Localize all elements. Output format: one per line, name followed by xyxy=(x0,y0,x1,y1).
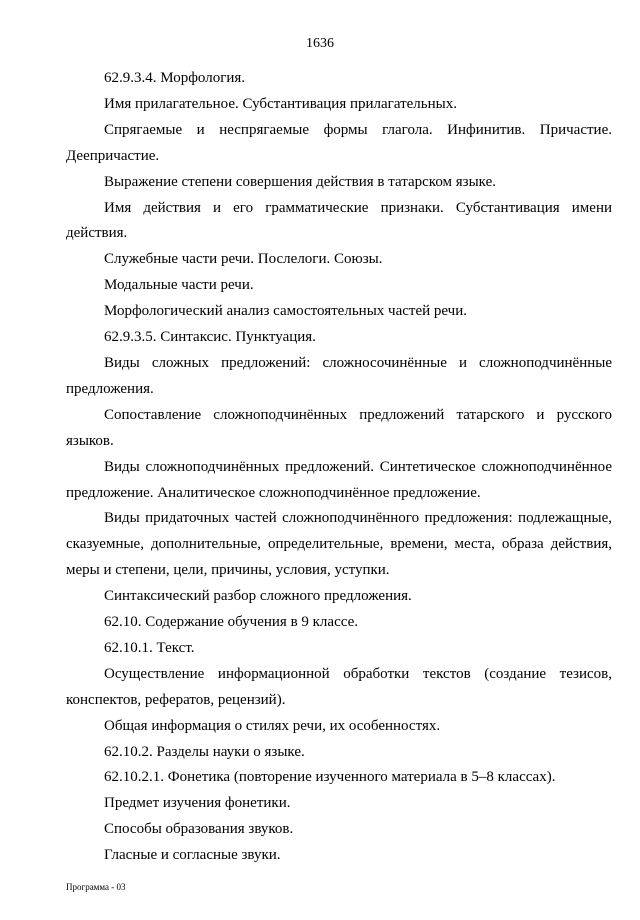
paragraph: 62.10.2. Разделы науки о языке. xyxy=(104,743,305,760)
paragraph: Гласные и согласные звуки. xyxy=(104,847,281,864)
paragraph: 62.9.3.5. Синтаксис. Пунктуация. xyxy=(104,329,316,346)
paragraph: 62.9.3.4. Морфология. xyxy=(104,70,246,86)
paragraph: Осуществление информационной обработки текстов (создание тезисов, конспектов, рефератов, рецензий). xyxy=(66,665,612,708)
paragraph: 62.10.1. Текст. xyxy=(104,639,195,656)
footer-label: Программа - 03 xyxy=(66,882,126,892)
paragraph: Имя прилагательное. Субстантивация прилагательных. xyxy=(104,95,457,112)
paragraph: Способы образования звуков. xyxy=(104,821,294,838)
paragraph: Выражение степени совершения действия в татарском языке. xyxy=(104,173,496,190)
paragraph: Виды придаточных частей сложноподчинённого предложения: подлежащные, сказуемные, дополнительные, определительные, времени, места, образа действия, меры и степени, цели, причины, условия, уступки. xyxy=(66,510,612,579)
paragraph: Виды сложных предложений: сложносочинённые и сложноподчинённые предложения. xyxy=(66,354,612,397)
page-number: 1636 xyxy=(306,36,334,51)
paragraph: Общая информация о стилях речи, их особенностях. xyxy=(104,717,441,734)
paragraph: Служебные части речи. Послелоги. Союзы. xyxy=(104,251,383,268)
paragraph: Спрягаемые и неспрягаемые формы глагола. Инфинитив. Причастие. Деепричастие. xyxy=(66,121,612,164)
paragraph: Морфологический анализ самостоятельных частей речи. xyxy=(104,303,467,320)
paragraph: Виды сложноподчинённых предложений. Синтетическое сложноподчинённое предложение. Аналитическое сложноподчинённое предложение. xyxy=(66,458,612,501)
paragraph: 62.10.2.1. Фонетика (повторение изученного материала в 5–8 классах). xyxy=(104,769,556,786)
paragraph: 62.10. Содержание обучения в 9 классе. xyxy=(104,614,358,631)
paragraph: Имя действия и его грамматические признаки. Субстантивация имени действия. xyxy=(66,199,612,242)
paragraph: Сопоставление сложноподчинённых предложений татарского и русского языков. xyxy=(66,406,612,449)
paragraph: Синтаксический разбор сложного предложения. xyxy=(104,588,412,605)
paragraph: Модальные части речи. xyxy=(104,277,254,294)
document-body xyxy=(66,66,612,869)
paragraph: Предмет изучения фонетики. xyxy=(104,795,291,812)
